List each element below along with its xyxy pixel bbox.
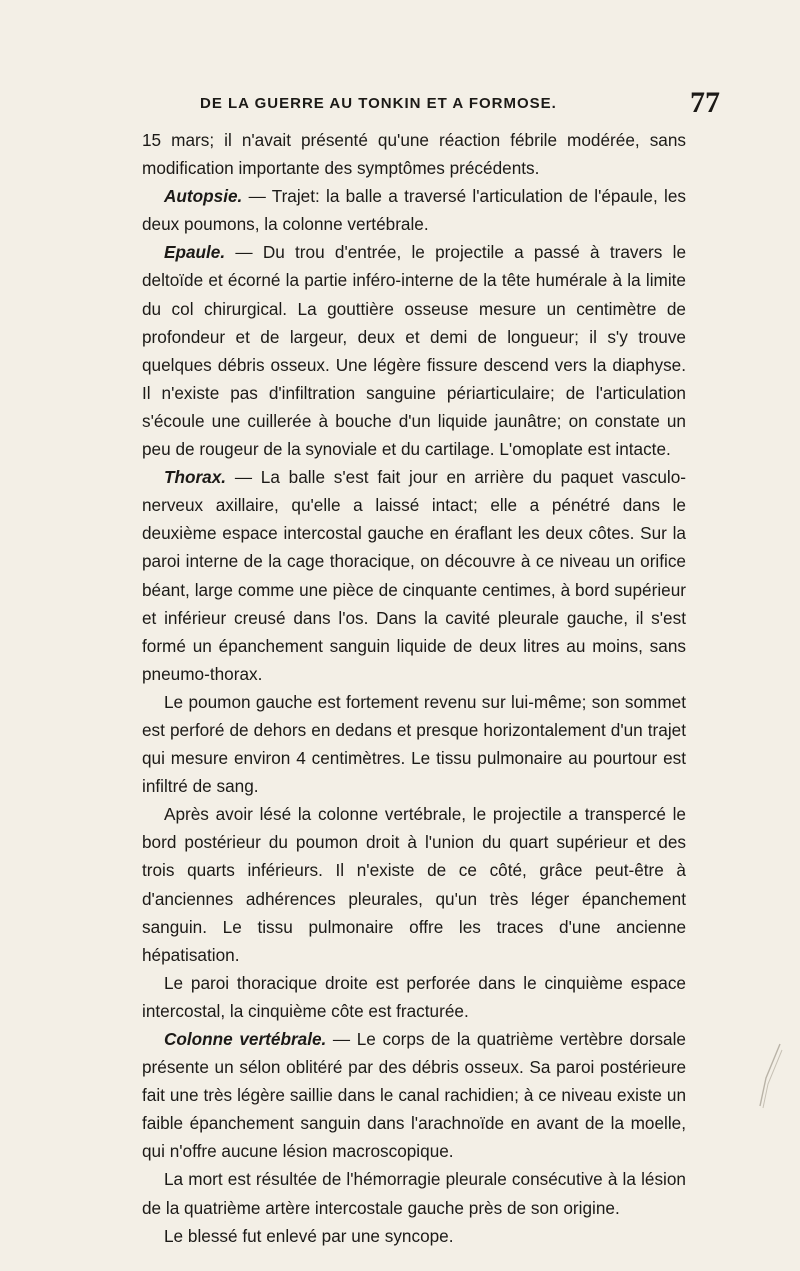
section-lead: Epaule. (164, 242, 226, 263)
body-text (142, 126, 686, 1250)
margin-pencil-mark (756, 1040, 786, 1110)
paragraph: Colonne vertébrale. — Le corps de la quatrième vertèbre dorsale présente un sélon oblitéré par des débris osseux. Sa paroi postérieure fait une très légère saillie dans le canal rachidien; à ce niveau existe un faible épanchement sanguin dans l'arachnoïde en avant de la moelle, qui n'offre aucune lésion macroscopique. (142, 1029, 686, 1162)
paragraph: La mort est résultée de l'hémorragie pleurale consécutive à la lésion de la quatrième artère intercostale gauche près de son origine. (142, 1169, 686, 1218)
running-head: DE LA GUERRE AU TONKIN ET A FORMOSE. (200, 95, 557, 112)
paragraph: Le poumon gauche est fortement revenu sur lui-même; son sommet est perforé de dehors en dedans et presque horizontalement d'un trajet qui mesure environ 4 centimètres. Le tissu pulmonaire au pourtour est infiltré de sang. (142, 691, 686, 797)
paragraph: Epaule. — Du trou d'entrée, le projectile a passé à travers le deltoïde et écorné la partie inféro-interne de la tête humérale à la limite du col chirurgical. La gouttière osseuse mesure un centimètre de profondeur et de largeur, deux et demi de longueur; il s'y trouve quelques débris osseux. Une légère fissure descend vers la diaphyse. Il n'existe pas d'infiltration sanguine périarticulaire; de l'articulation s'écoule une cuillerée à bouche d'un liquide jaunâtre; on constate un peu de rougeur de la synoviale et du cartilage. L'omoplate est intacte. (142, 242, 686, 460)
section-lead: Colonne vertébrale. (164, 1029, 327, 1049)
section-lead: Thorax. (164, 467, 227, 488)
paragraph: Le paroi thoracique droite est perforée dans le cinquième espace intercostal, la cinquième côte est fracturée. (142, 972, 686, 1021)
paragraph: Autopsie. — Trajet: la balle a traversé l'articulation de l'épaule, les deux poumons, la colonne vertébrale. (142, 186, 686, 235)
page-header (140, 86, 720, 126)
section-lead: Autopsie. (164, 186, 243, 207)
paragraph: Thorax. — La balle s'est fait jour en arrière du paquet vasculo-nerveux axillaire, qu'elle a laissé intact; elle a pénétré dans le deuxième espace intercostal gauche en éraflant les deux côtes. Sur la paroi interne de la cage thoracique, on découvre à ce niveau un orifice béant, large comme une pièce de cinquante centimes, à bord supérieur et inférieur creusé dans l'os. Dans la cavité pleurale gauche, il s'est formé un épanchement sanguin liquide de deux litres au moins, sans pneumo-thorax. (142, 467, 686, 684)
page-number: 77 (690, 86, 720, 119)
paragraph: Le blessé fut enlevé par une syncope. (164, 1225, 454, 1246)
paragraph: 15 mars; il n'avait présenté qu'une réaction fébrile modérée, sans modification importante des symptômes précédents. (142, 130, 686, 179)
paragraph: Après avoir lésé la colonne vertébrale, le projectile a transpercé le bord postérieur du poumon droit à l'union du quart supérieur et des trois quarts inférieurs. Il n'existe de ce côté, grâce peut-être à d'anciennes adhérences pleurales, qu'un très léger épanchement sanguin. Le tissu pulmonaire offre les traces d'une ancienne hépatisation. (142, 804, 686, 965)
